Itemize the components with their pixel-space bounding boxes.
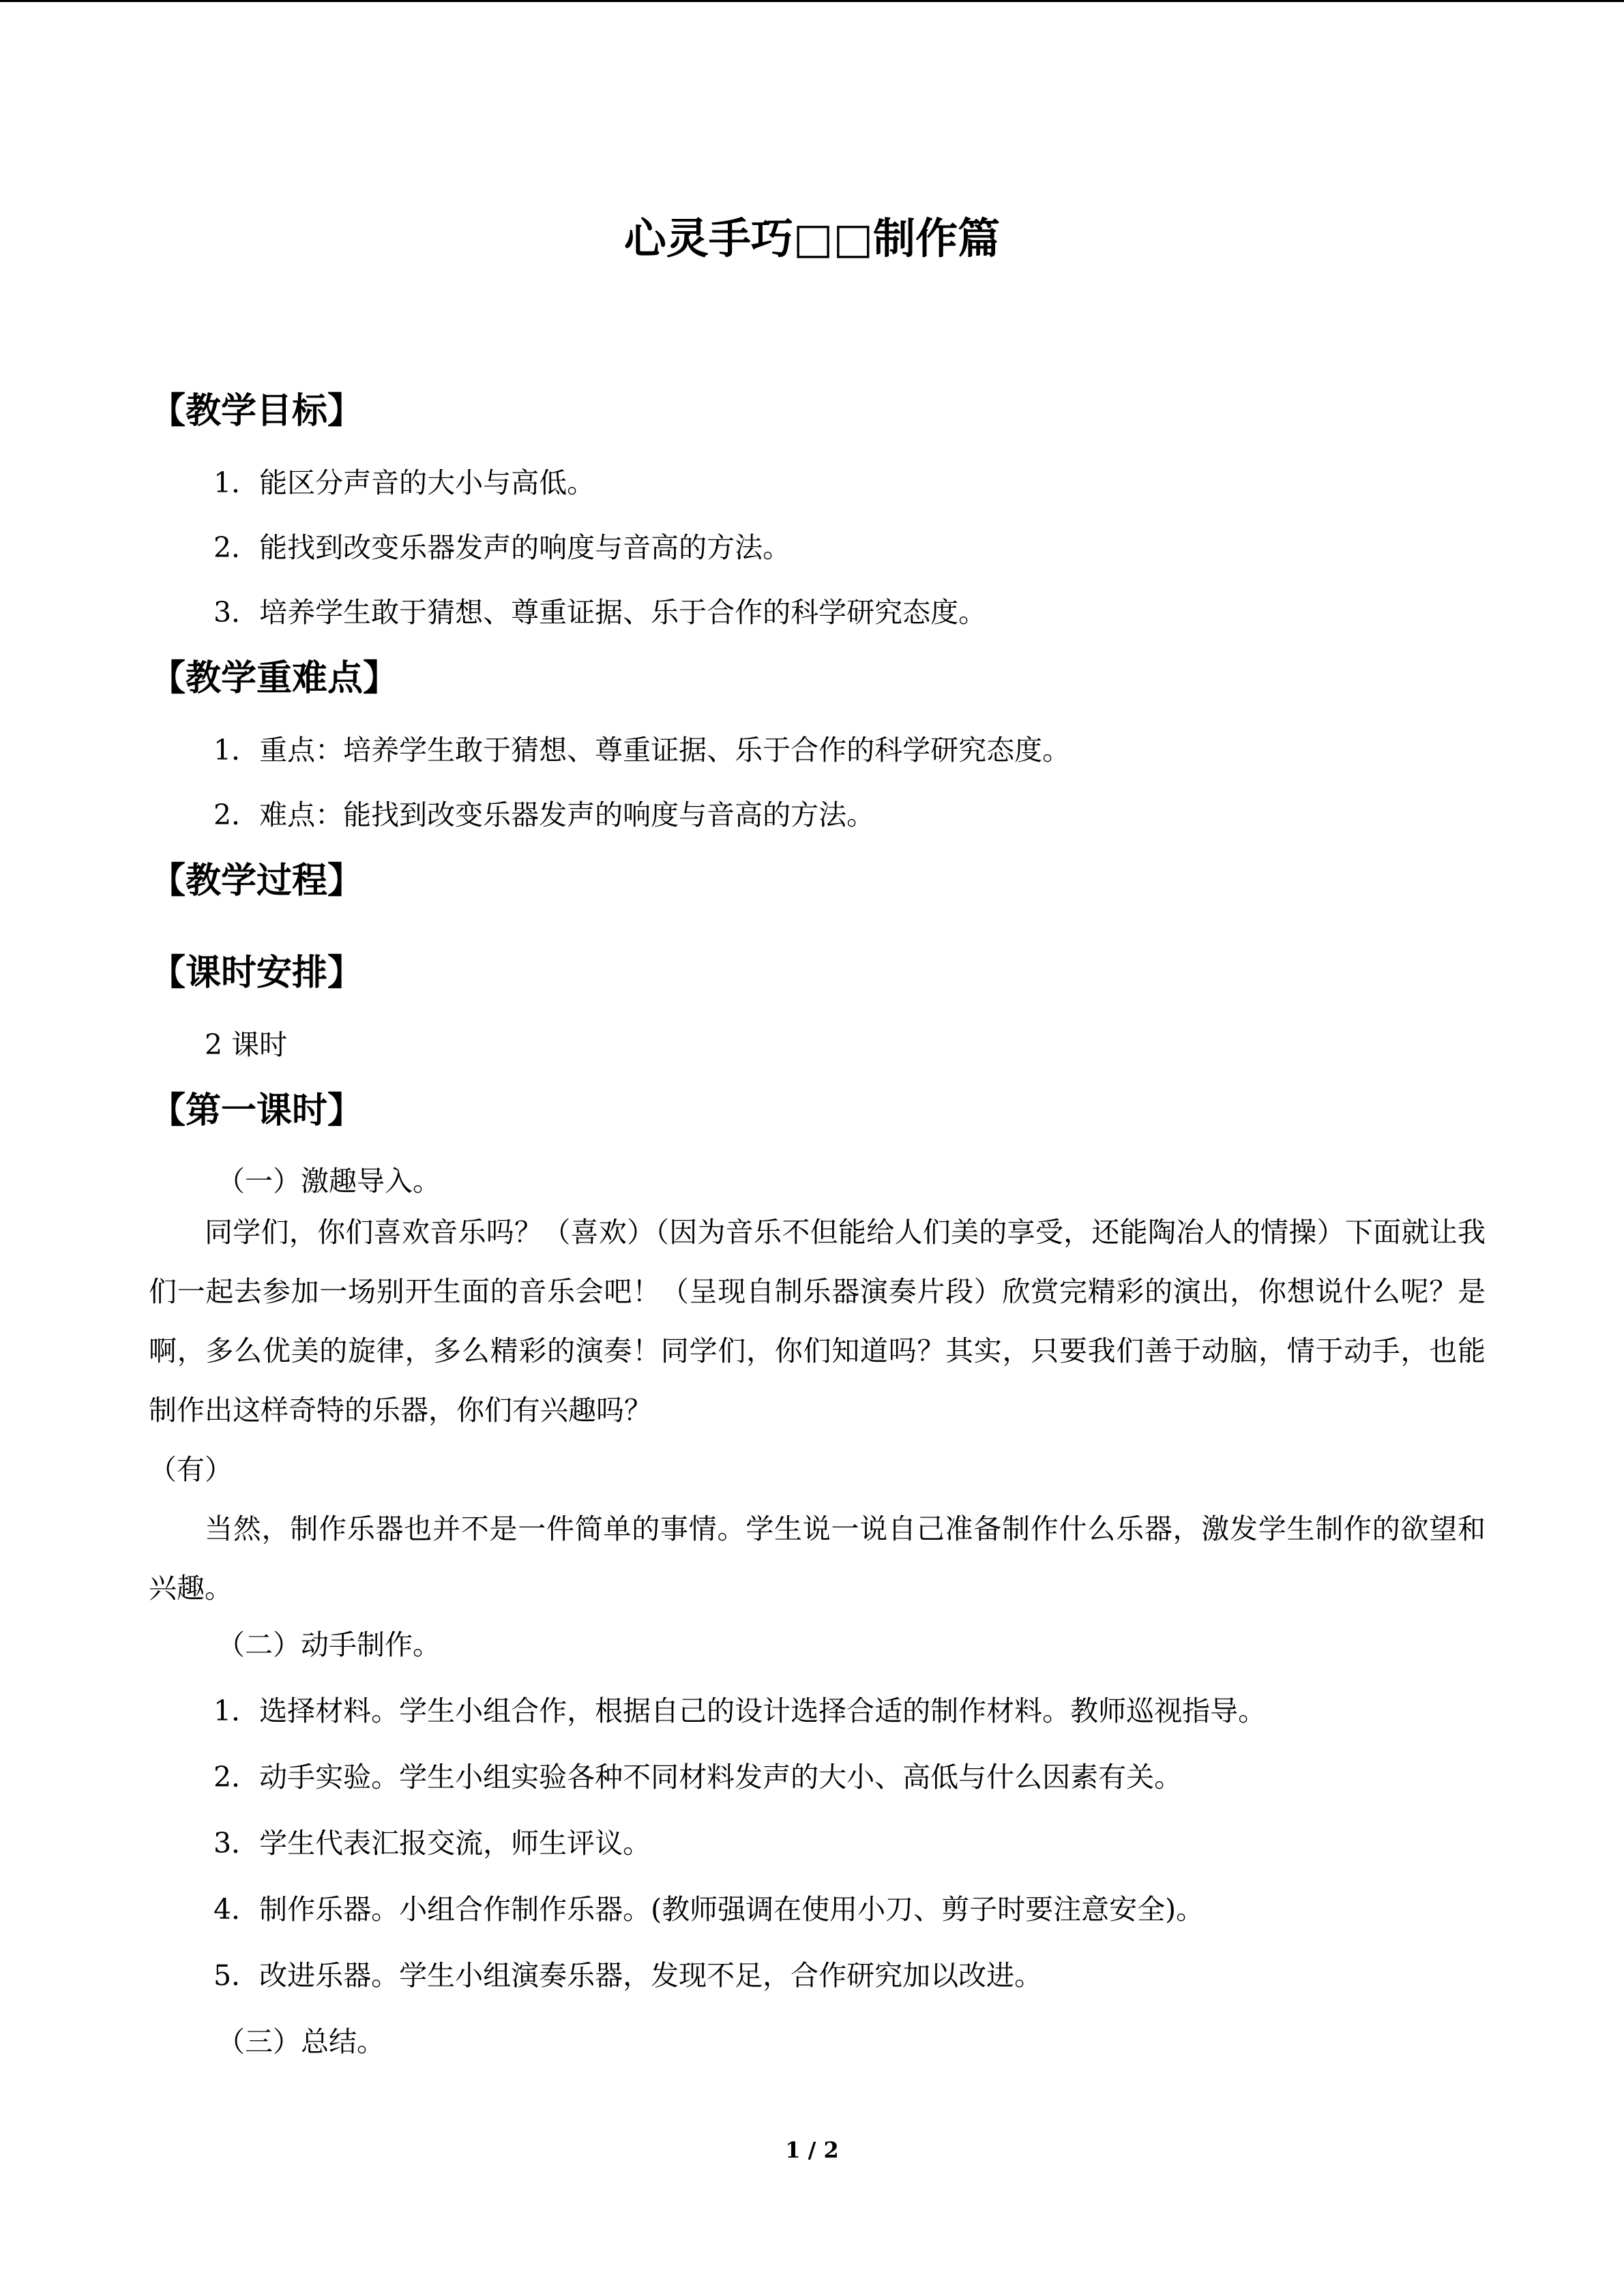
heading-key-points: 【教学重难点】 bbox=[150, 658, 399, 699]
objective-item-1: 1．能区分声音的大小与高低。 bbox=[213, 466, 595, 499]
intro-paragraph-tail: （有） bbox=[149, 1453, 233, 1486]
intro-paragraph: 同学们，你们喜欢音乐吗？（喜欢）（因为音乐不但能给人们美的享受，还能陶冶人的情操）下面就让我们一起去参加一场别开生面的音乐会吧！（呈现自制乐器演奏片段）欣赏完精彩的演出，你想说什么呢？是啊，多么优美的旋律，多么精彩的演奏！同学们，你们知道吗？其实，只要我们善于动脑，情于动手，也能制作出这样奇特的乐器，你们有兴趣吗？ bbox=[149, 1216, 1486, 1427]
document-title: 心灵手巧□□制作篇 bbox=[623, 213, 1001, 263]
objective-item-2: 2．能找到改变乐器发声的响度与音高的方法。 bbox=[213, 531, 791, 564]
document-body bbox=[149, 382, 1486, 2059]
part-1-title: （一）激趣导入。 bbox=[217, 1165, 441, 1197]
step-item-5: 5．改进乐器。学生小组演奏乐器，发现不足，合作研究加以改进。 bbox=[213, 1959, 1043, 1992]
step-item-3: 3．学生代表汇报交流，师生评议。 bbox=[213, 1827, 651, 1860]
second-paragraph: 当然，制作乐器也并不是一件简单的事情。学生说一说自己准备制作什么乐器，激发学生制作的欲望和兴趣。 bbox=[149, 1512, 1486, 1605]
schedule-text: 2 课时 bbox=[205, 1028, 288, 1061]
key-point-item-2: 2．难点：能找到改变乐器发声的响度与音高的方法。 bbox=[213, 799, 875, 831]
heading-objectives: 【教学目标】 bbox=[150, 391, 364, 432]
step-item-1: 1．选择材料。学生小组合作，根据自己的设计选择合适的制作材料。教师巡视指导。 bbox=[213, 1695, 1267, 1727]
page-number: 1 / 2 bbox=[785, 2137, 839, 2163]
part-3-title: （三）总结。 bbox=[217, 2025, 385, 2058]
step-item-2: 2．动手实验。学生小组实验各种不同材料发声的大小、高低与什么因素有关。 bbox=[213, 1761, 1183, 1793]
step-item-4: 4．制作乐器。小组合作制作乐器。(教师强调在使用小刀、剪子时要注意安全)。 bbox=[213, 1893, 1205, 1926]
objective-item-3: 3．培养学生敢于猜想、尊重证据、乐于合作的科学研究态度。 bbox=[213, 596, 987, 629]
key-point-item-1: 1．重点：培养学生敢于猜想、尊重证据、乐于合作的科学研究态度。 bbox=[213, 734, 1071, 766]
part-2-title: （二）动手制作。 bbox=[217, 1628, 441, 1661]
heading-lesson-1: 【第一课时】 bbox=[150, 1090, 364, 1131]
heading-schedule: 【课时安排】 bbox=[150, 953, 364, 994]
heading-process: 【教学过程】 bbox=[150, 861, 364, 901]
top-border-line bbox=[0, 0, 1624, 2]
